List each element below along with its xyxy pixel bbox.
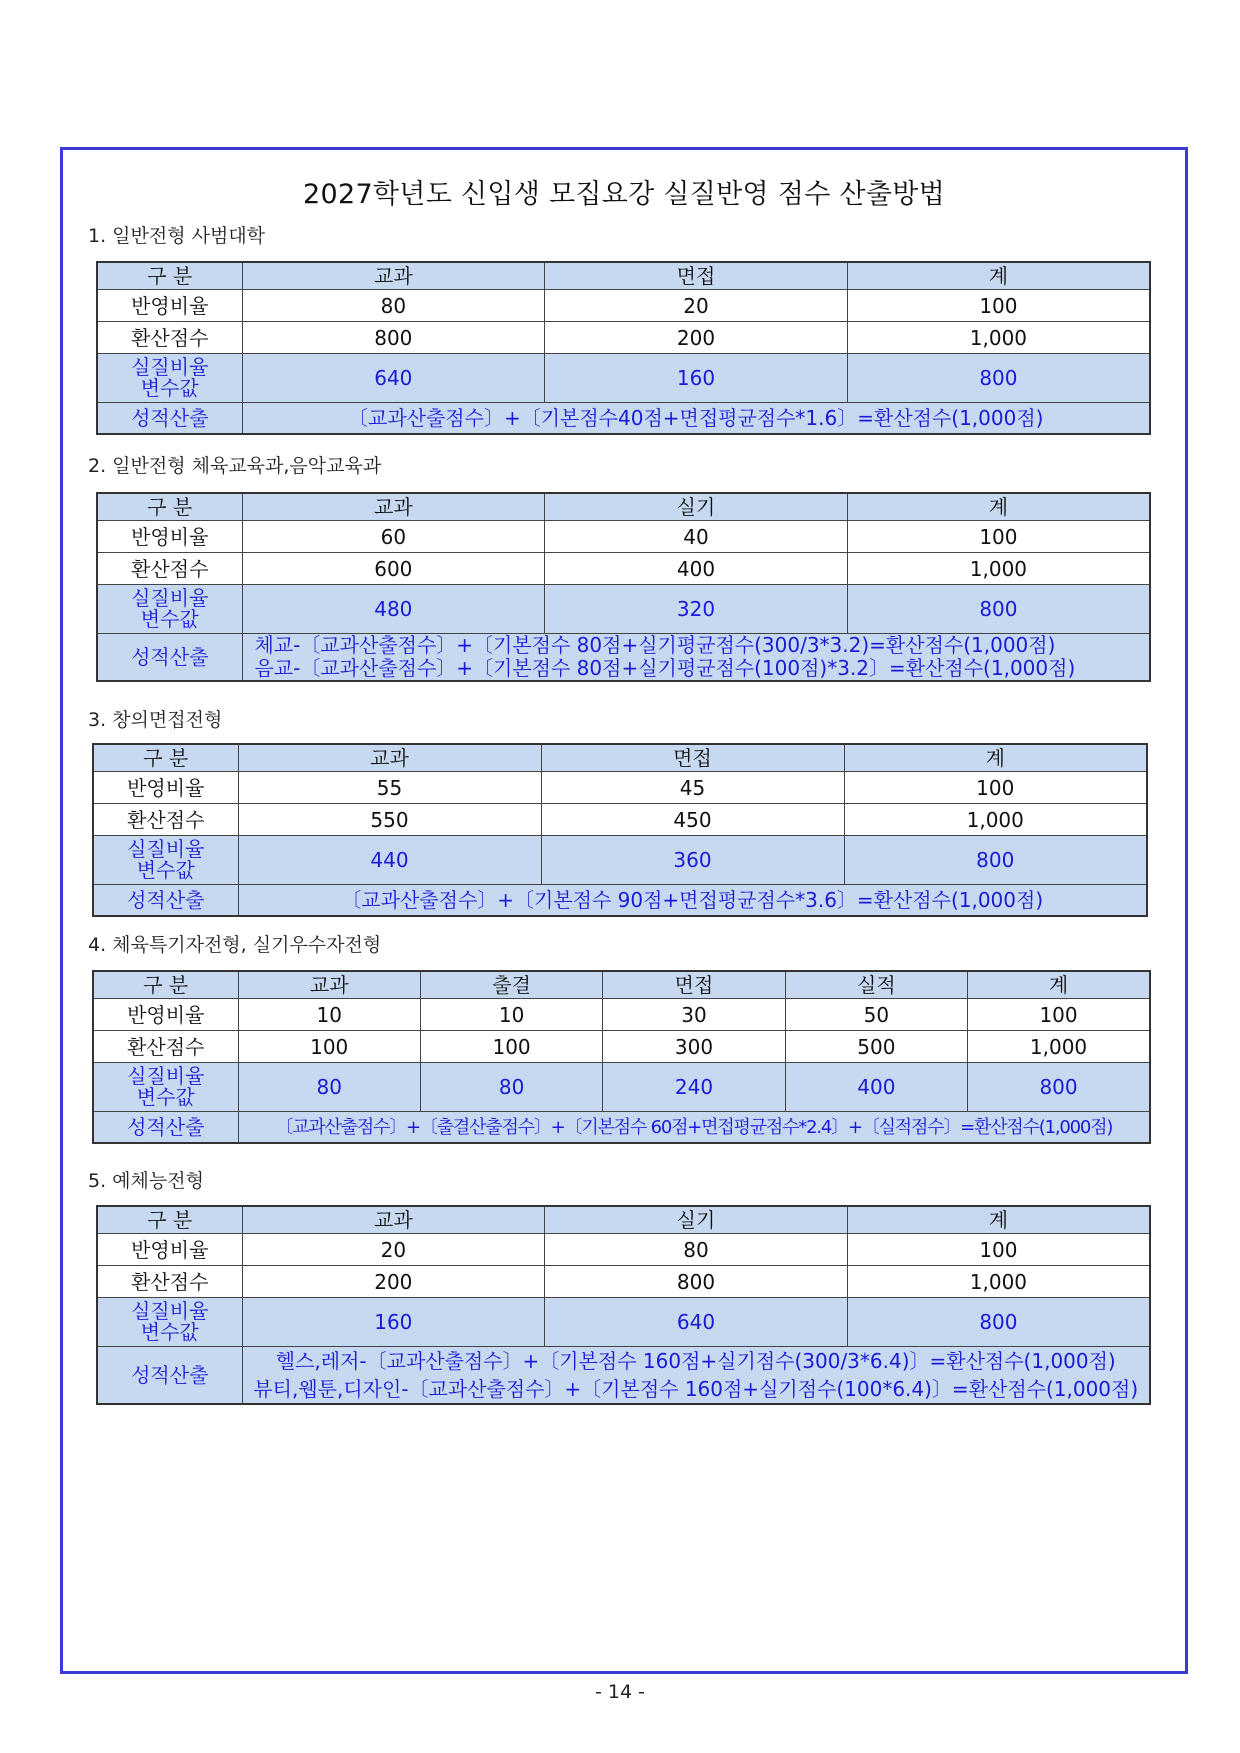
value-cell: 30 (603, 999, 785, 1031)
value-cell: 200 (242, 1266, 545, 1298)
header-row (97, 493, 1150, 521)
value-cell: 100 (847, 290, 1150, 322)
row-label (93, 1063, 238, 1112)
section-table-1 (96, 261, 1151, 435)
column-header: 교과 (238, 971, 420, 999)
column-header: 면접 (541, 744, 844, 772)
column-header: 교과 (242, 262, 545, 290)
score-row (93, 804, 1147, 836)
header-row (97, 1206, 1150, 1234)
value-cell: 100 (238, 1031, 420, 1063)
value-cell: 100 (847, 1234, 1150, 1266)
row-label: 성적산출 (97, 403, 242, 435)
value-cell: 200 (545, 322, 848, 354)
variable-row (93, 1063, 1150, 1112)
formula-line: 체교-〔교과산출점수〕+〔기본점수 80점+실기평균점수(300/3*3.2)=환산점수(1,000점) (254, 633, 1056, 657)
formula-row (97, 1347, 1150, 1405)
value-cell: 800 (844, 836, 1147, 885)
ratio-row (93, 772, 1147, 804)
value-cell: 1,000 (968, 1031, 1150, 1063)
value-cell: 800 (242, 322, 545, 354)
score-table (92, 970, 1151, 1144)
value-cell: 1,000 (847, 322, 1150, 354)
value-cell: 800 (847, 354, 1150, 403)
value-cell: 20 (242, 1234, 545, 1266)
ratio-row (93, 999, 1150, 1031)
section-table-4 (92, 970, 1151, 1144)
variable-row (93, 836, 1147, 885)
column-header: 구 분 (93, 971, 238, 999)
value-cell: 480 (242, 585, 545, 634)
formula-line: 〔교과산출점수〕+〔기본점수 90점+면접평균점수*3.6〕=환산점수(1,000점) (341, 887, 1044, 912)
row-label-line: 변수값 (140, 607, 199, 631)
column-header: 구 분 (97, 1206, 242, 1234)
header-row (93, 971, 1150, 999)
row-label (97, 354, 242, 403)
row-label: 성적산출 (97, 1347, 242, 1405)
section-heading: 3. 창의면접전형 (88, 709, 223, 731)
row-label: 성적산출 (93, 885, 238, 917)
row-label: 환산점수 (97, 553, 242, 585)
row-label-line: 실질비율 (127, 837, 205, 861)
formula-line: 헬스,레저-〔교과산출점수〕+〔기본점수 160점+실기점수(300/3*6.4)〕=환산점수(1,000점) (275, 1349, 1116, 1373)
row-label: 반영비율 (97, 521, 242, 553)
value-cell: 640 (545, 1298, 848, 1347)
formula-cell (242, 1347, 1150, 1405)
section-table-2 (96, 492, 1151, 682)
page-number: - 14 - (595, 1681, 645, 1703)
column-header: 실기 (545, 1206, 848, 1234)
value-cell: 800 (545, 1266, 848, 1298)
column-header: 계 (847, 493, 1150, 521)
value-cell: 50 (785, 999, 967, 1031)
variable-row (97, 354, 1150, 403)
value-cell: 80 (238, 1063, 420, 1112)
row-label-line: 실질비율 (131, 586, 209, 610)
value-cell: 640 (242, 354, 545, 403)
row-label: 반영비율 (93, 999, 238, 1031)
formula-line: 〔교과산출점수〕+〔기본점수40점+면접평균점수*1.6〕=환산점수(1,000점) (348, 405, 1044, 430)
section-heading: 1. 일반전형 사범대학 (88, 225, 266, 247)
ratio-row (97, 290, 1150, 322)
score-table (92, 743, 1148, 917)
row-label-line: 변수값 (136, 858, 195, 882)
row-label (93, 836, 238, 885)
column-header: 교과 (242, 1206, 545, 1234)
row-label-line: 변수값 (140, 376, 199, 400)
header-row (97, 262, 1150, 290)
row-label: 성적산출 (97, 634, 242, 682)
row-label (97, 585, 242, 634)
value-cell: 450 (541, 804, 844, 836)
column-header: 출결 (420, 971, 602, 999)
value-cell: 600 (242, 553, 545, 585)
column-header: 교과 (238, 744, 541, 772)
value-cell: 100 (844, 772, 1147, 804)
value-cell: 20 (545, 290, 848, 322)
ratio-row (97, 1234, 1150, 1266)
section-heading: 5. 예체능전형 (88, 1170, 204, 1192)
row-label-line: 변수값 (136, 1085, 195, 1109)
score-table (96, 492, 1151, 682)
score-row (97, 553, 1150, 585)
row-label: 환산점수 (97, 322, 242, 354)
formula-row (97, 634, 1150, 682)
value-cell: 800 (847, 585, 1150, 634)
value-cell: 45 (541, 772, 844, 804)
column-header: 구 분 (97, 262, 242, 290)
score-row (97, 322, 1150, 354)
value-cell: 550 (238, 804, 541, 836)
score-table (96, 261, 1151, 435)
value-cell: 60 (242, 521, 545, 553)
row-label (97, 1298, 242, 1347)
value-cell: 300 (603, 1031, 785, 1063)
formula-cell (242, 634, 1150, 682)
row-label-line: 실질비율 (131, 355, 209, 379)
column-header: 구 분 (97, 493, 242, 521)
score-table (96, 1205, 1151, 1405)
formula-line: 음교-〔교과산출점수〕+〔기본점수 80점+실기평균점수(100점)*3.2〕=환산점수(1,000점) (254, 656, 1076, 680)
header-row (93, 744, 1147, 772)
row-label: 환산점수 (93, 804, 238, 836)
row-label: 환산점수 (93, 1031, 238, 1063)
section-heading: 4. 체육특기자전형, 실기우수자전형 (88, 934, 382, 956)
formula-line: 뷰티,웹툰,디자인-〔교과산출점수〕+〔기본점수 160점+실기점수(100*6.4)〕=환산점수(1,000점) (253, 1377, 1139, 1401)
value-cell: 10 (420, 999, 602, 1031)
column-header: 계 (847, 262, 1150, 290)
page-title: 2027학년도 신입생 모집요강 실질반영 점수 산출방법 (303, 179, 945, 210)
row-label: 환산점수 (97, 1266, 242, 1298)
value-cell: 80 (242, 290, 545, 322)
section-table-5 (96, 1205, 1151, 1405)
column-header: 실적 (785, 971, 967, 999)
column-header: 구 분 (93, 744, 238, 772)
value-cell: 10 (238, 999, 420, 1031)
value-cell: 240 (603, 1063, 785, 1112)
column-header: 교과 (242, 493, 545, 521)
formula-row (97, 403, 1150, 435)
value-cell: 100 (420, 1031, 602, 1063)
row-label: 반영비율 (93, 772, 238, 804)
column-header: 실기 (545, 493, 848, 521)
value-cell: 80 (545, 1234, 848, 1266)
section-table-3 (92, 743, 1148, 917)
score-row (93, 1031, 1150, 1063)
formula-cell (238, 1112, 1150, 1144)
row-label: 반영비율 (97, 290, 242, 322)
value-cell: 500 (785, 1031, 967, 1063)
variable-row (97, 1298, 1150, 1347)
value-cell: 100 (847, 521, 1150, 553)
row-label: 반영비율 (97, 1234, 242, 1266)
column-header: 면접 (545, 262, 848, 290)
value-cell: 100 (968, 999, 1150, 1031)
column-header: 계 (968, 971, 1150, 999)
value-cell: 55 (238, 772, 541, 804)
column-header: 계 (844, 744, 1147, 772)
variable-row (97, 585, 1150, 634)
row-label-line: 실질비율 (127, 1064, 205, 1088)
value-cell: 40 (545, 521, 848, 553)
row-label-line: 변수값 (140, 1320, 199, 1344)
value-cell: 1,000 (844, 804, 1147, 836)
value-cell: 400 (545, 553, 848, 585)
section-heading: 2. 일반전형 체육교육과,음악교육과 (88, 455, 382, 477)
value-cell: 800 (968, 1063, 1150, 1112)
column-header: 계 (847, 1206, 1150, 1234)
row-label-line: 실질비율 (131, 1299, 209, 1323)
formula-cell (238, 885, 1147, 917)
value-cell: 160 (545, 354, 848, 403)
value-cell: 80 (420, 1063, 602, 1112)
value-cell: 160 (242, 1298, 545, 1347)
column-header: 면접 (603, 971, 785, 999)
value-cell: 320 (545, 585, 848, 634)
value-cell: 1,000 (847, 553, 1150, 585)
value-cell: 1,000 (847, 1266, 1150, 1298)
formula-row (93, 1112, 1150, 1144)
row-label: 성적산출 (93, 1112, 238, 1144)
score-row (97, 1266, 1150, 1298)
value-cell: 400 (785, 1063, 967, 1112)
ratio-row (97, 521, 1150, 553)
formula-row (93, 885, 1147, 917)
value-cell: 800 (847, 1298, 1150, 1347)
formula-cell (242, 403, 1150, 435)
formula-line: 〔교과산출점수〕+〔출결산출점수〕+〔기본점수 60점+면접평균점수*2.4〕+〔실적점수〕=환산점수(1,000점) (275, 1116, 1113, 1138)
value-cell: 360 (541, 836, 844, 885)
value-cell: 440 (238, 836, 541, 885)
